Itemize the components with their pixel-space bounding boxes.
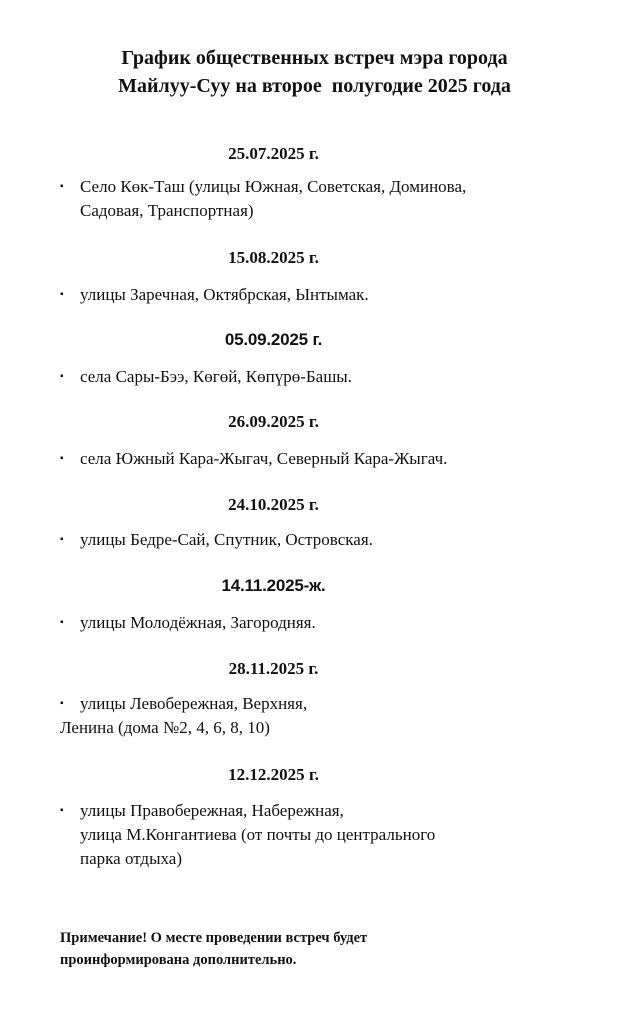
meeting-location-8 [60, 799, 580, 871]
bullet-icon: ▪ [60, 371, 64, 382]
location-line: улицы Заречная, Октябрская, Ынтымак. [80, 285, 369, 304]
bullet-icon: ▪ [60, 805, 64, 816]
title-line-1: График общественных встреч мэра города [121, 47, 508, 69]
location-line: улица М.Конгантиева (от почты до центрального [80, 825, 436, 844]
meeting-location-2 [60, 283, 580, 307]
meeting-date-2: 15.08.2025 г. [228, 248, 319, 267]
location-line: улицы Правобережная, Набережная, [80, 801, 344, 820]
bullet-icon: ▪ [60, 617, 64, 628]
location-line: села Сары-Бээ, Көгөй, Көпүрө-Башы. [80, 367, 352, 386]
location-line: Село Көк-Таш (улицы Южная, Советская, Доминова, [80, 177, 467, 196]
page-title [0, 44, 629, 100]
location-line: Садовая, Транспортная) [80, 201, 254, 220]
meeting-date-5: 24.10.2025 г. [228, 495, 319, 514]
location-line: улицы Левобережная, Верхняя, [80, 694, 308, 713]
footnote-line-2: проинформирована дополнительно. [60, 952, 297, 968]
bullet-icon: ▪ [60, 698, 64, 709]
meeting-location-3 [60, 365, 580, 389]
bullet-icon: ▪ [60, 453, 64, 464]
location-line: парка отдыха) [80, 849, 182, 868]
meeting-location-5 [60, 528, 580, 552]
meeting-location-4 [60, 447, 580, 471]
meeting-location-6 [60, 611, 580, 635]
meeting-location-1 [60, 175, 580, 223]
meeting-location-7 [60, 692, 580, 740]
bullet-icon: ▪ [60, 289, 64, 300]
meeting-date-4: 26.09.2025 г. [228, 412, 319, 431]
meeting-date-8: 12.12.2025 г. [228, 765, 319, 784]
footnote-line-1: Примечание! О месте проведении встреч будет [60, 930, 368, 946]
meeting-date-3: 05.09.2025 г. [224, 330, 323, 349]
location-line: улицы Молодёжная, Загородняя. [80, 613, 316, 632]
meeting-date-6: 14.11.2025-ж. [221, 576, 326, 595]
bullet-icon: ▪ [60, 181, 64, 192]
title-line-2: Майлуу-Суу на второе полугодие 2025 года [118, 75, 511, 97]
meeting-date-1: 25.07.2025 г. [228, 144, 319, 163]
location-line: Ленина (дома №2, 4, 6, 8, 10) [60, 718, 270, 737]
bullet-icon: ▪ [60, 534, 64, 545]
footnote [60, 927, 580, 971]
location-line: улицы Бедре-Сай, Спутник, Островская. [80, 530, 373, 549]
meeting-date-7: 28.11.2025 г. [228, 659, 319, 678]
location-line: села Южный Кара-Жыгач, Северный Кара-Жыгач. [80, 449, 448, 468]
